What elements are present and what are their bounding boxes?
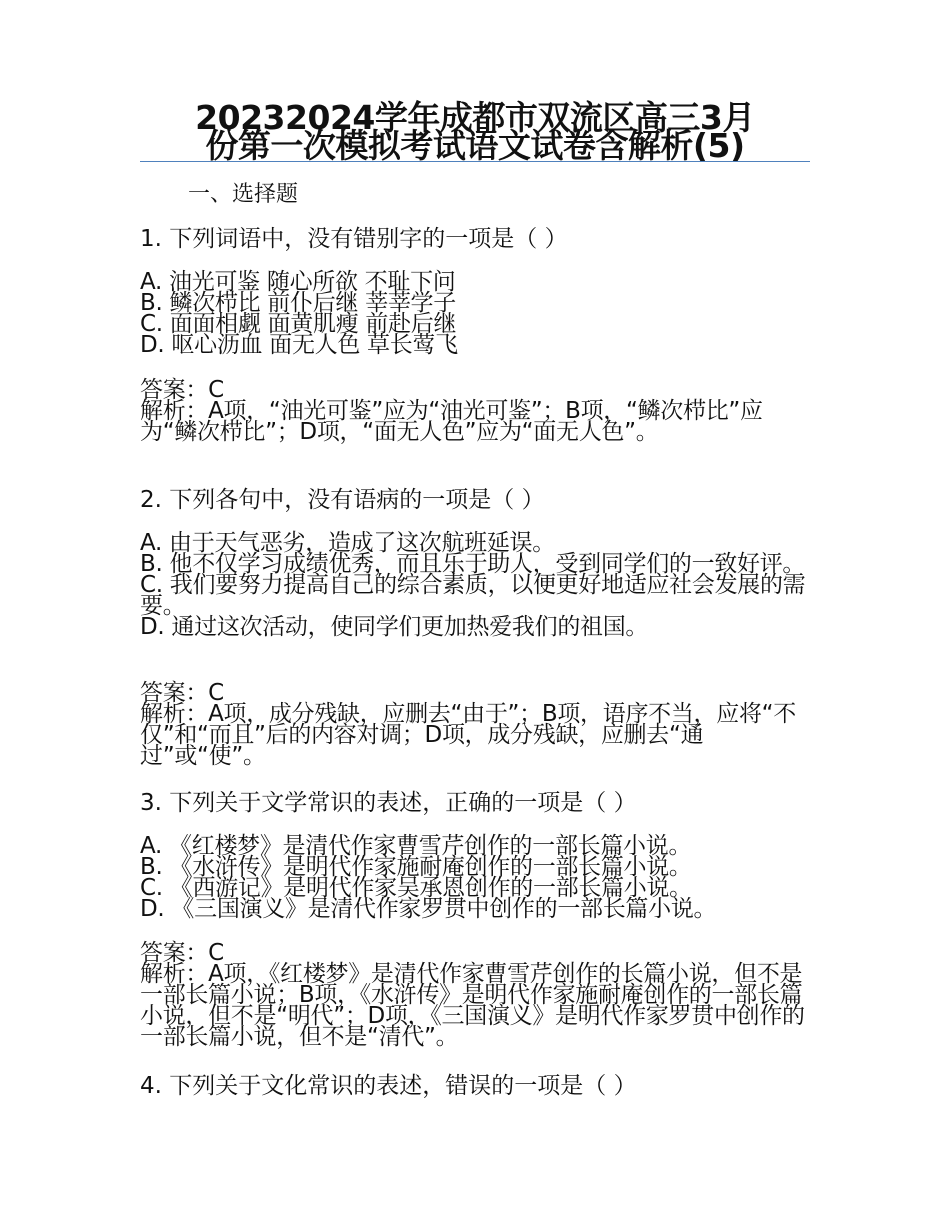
option-b: B. 他不仅学习成绩优秀，而且乐于助人，受到同学们的一致好评。 [140, 551, 806, 577]
option-c: C. 《西游记》是明代作家吴承恩创作的一部长篇小说。 [140, 875, 692, 901]
question-2-answer-block [140, 680, 812, 769]
question-1-answer-block [140, 377, 812, 445]
document-title-line-2: 份第一次模拟考试语文试卷含解析(5) [205, 126, 745, 165]
option-d: D. 呕心沥血 面无人色 草长莺飞 [140, 332, 458, 358]
option-a: A. 《红楼梦》是清代作家曹雪芹创作的一部长篇小说。 [140, 833, 692, 859]
question-3-options [140, 833, 812, 922]
question-2-stem: 2. 下列各句中，没有语病的一项是（ ） [140, 487, 545, 513]
document-title [140, 98, 810, 165]
option-b: B. 鳞次栉比 前仆后继 莘莘学子 [140, 290, 456, 316]
answer: 答案：C [140, 377, 224, 403]
answer: 答案：C [140, 680, 224, 706]
question-1-options [140, 269, 812, 358]
analysis: 解析：A项，《红楼梦》是清代作家曹雪芹创作的长篇小说，但不是一部长篇小说；B项，《水浒传》是明代作家施耐庵创作的一部长篇小说，但不是“明代”；D项，《三国演义》是明代作家罗贯中创作的一部长篇小说，但不是“清代”。 [140, 961, 805, 1050]
question-1-stem: 1. 下列词语中，没有错别字的一项是（ ） [140, 226, 568, 252]
analysis: 解析：A项，成分残缺，应删去“由于”；B项，语序不当，应将“不仅”和“而且”后的内容对调；D项，成分残缺，应删去“通过”或“使”。 [140, 701, 796, 769]
question-4-stem: 4. 下列关于文化常识的表述，错误的一项是（ ） [140, 1073, 637, 1099]
option-a: A. 油光可鉴 随心所欲 不耻下问 [140, 269, 456, 295]
option-d: D. 通过这次活动，使同学们更加热爱我们的祖国。 [140, 614, 649, 640]
document-title-line-1: 20232024学年成都市双流区高三3月 [195, 98, 755, 137]
section-heading: 一、选择题 [188, 182, 299, 207]
option-c: C. 面面相觑 面黄肌瘦 前赴后继 [140, 311, 457, 337]
option-b: B. 《水浒传》是明代作家施耐庵创作的一部长篇小说。 [140, 854, 692, 880]
option-d: D. 《三国演义》是清代作家罗贯中创作的一部长篇小说。 [140, 896, 717, 922]
answer: 答案：C [140, 940, 224, 966]
analysis: 解析：A项，“油光可鉴”应为“油光可鉴”；B项，“鳞次栉比”应为“鳞次栉比”；D项，“面无人色”应为“面无人色”。 [140, 398, 763, 445]
title-underline [140, 161, 810, 162]
question-3-answer-block [140, 940, 812, 1050]
question-3-stem: 3. 下列关于文学常识的表述，正确的一项是（ ） [140, 790, 637, 816]
option-a: A. 由于天气恶劣，造成了这次航班延误。 [140, 530, 555, 556]
question-2-options [140, 530, 812, 640]
option-c: C. 我们要努力提高自己的综合素质，以便更好地适应社会发展的需要。 [140, 572, 806, 619]
